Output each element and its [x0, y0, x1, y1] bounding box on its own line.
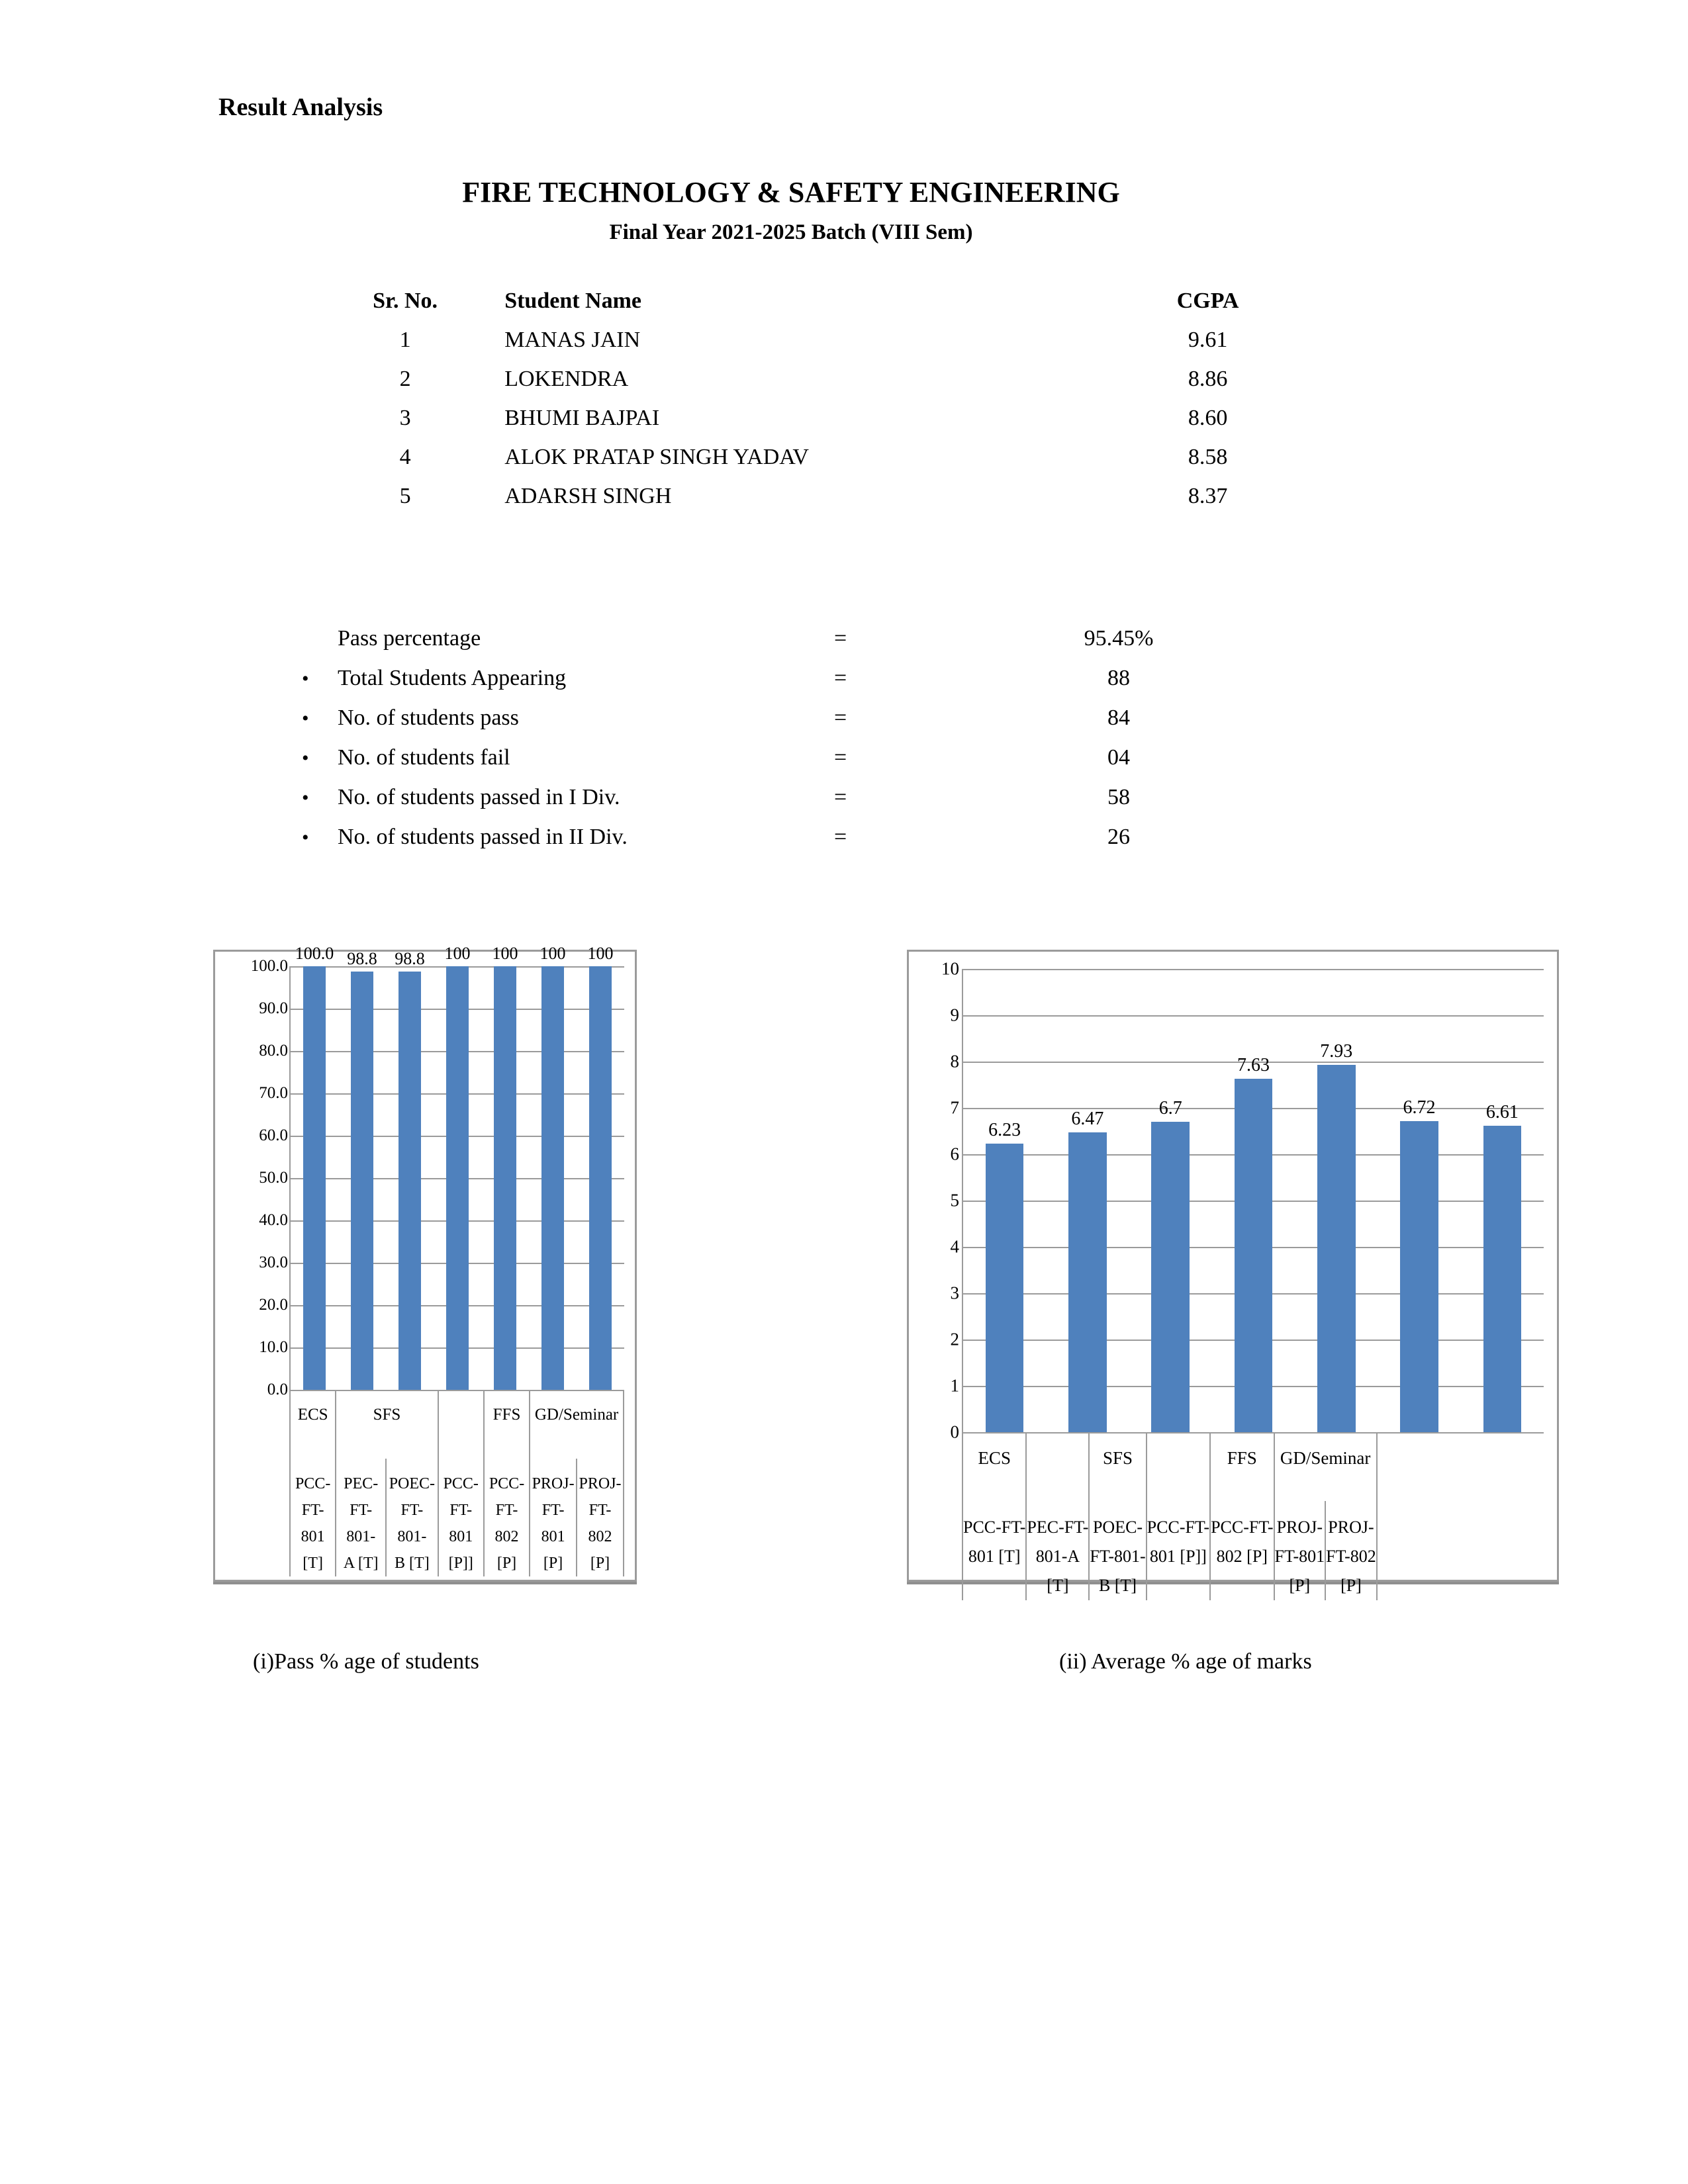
y-axis-tick-label: 3: [950, 1283, 959, 1303]
bar: [303, 966, 325, 1390]
category-code-line: POEC-: [1092, 1518, 1143, 1537]
equals-sign: =: [834, 825, 847, 849]
y-axis-tick-label: 50.0: [259, 1169, 288, 1187]
y-axis-tick-label: 80.0: [259, 1042, 288, 1060]
category-code-line: [P]: [1289, 1576, 1311, 1595]
cell-student-name: BHUMI BAJPAI: [504, 406, 660, 430]
table-row: [331, 477, 1331, 516]
bar-slot: [577, 944, 624, 1390]
bar-value-label: 7.63: [1237, 1054, 1270, 1075]
bar-slot: [529, 944, 577, 1390]
group-spacer-cell: [1026, 1433, 1089, 1501]
bar-value-label: 6.23: [988, 1119, 1021, 1140]
equals-sign: =: [834, 626, 847, 651]
group-label-cell: FFS: [1210, 1433, 1274, 1501]
category-code-line: FT-801-: [397, 1502, 427, 1545]
column-header-cgpa: CGPA: [1176, 289, 1239, 313]
cell-sr-no: 2: [399, 367, 411, 391]
group-spacer-cell: [1147, 1433, 1210, 1501]
y-axis-tick-label: 10: [941, 958, 959, 979]
cell-student-name: ADARSH SINGH: [504, 484, 672, 508]
cell-sr-no: 1: [399, 328, 411, 352]
cell-student-name: MANAS JAIN: [504, 328, 641, 352]
group-label-cell: ECS: [290, 1390, 336, 1459]
plot-area-left: [289, 944, 624, 1390]
y-axis-tick-label: 1: [950, 1375, 959, 1396]
statistic-row: [291, 659, 1364, 698]
category-code-cell: [1274, 1501, 1326, 1600]
chart-pass-percentage: [213, 944, 637, 1582]
group-row-left: [290, 1390, 624, 1459]
bars-right: [963, 969, 1544, 1432]
bar-value-label: 98.8: [347, 948, 377, 968]
category-code-line: POEC-: [389, 1475, 436, 1492]
category-code-line: 801-A: [1035, 1547, 1080, 1566]
category-code-cell: [1210, 1501, 1274, 1600]
category-code-cell: [1026, 1501, 1089, 1600]
statistic-row: [291, 698, 1364, 738]
table-row: [331, 320, 1331, 359]
category-code-line: FT-801: [449, 1502, 473, 1545]
category-code-line: 801 [T]: [968, 1547, 1021, 1566]
bar-value-label: 100: [492, 944, 518, 963]
category-code-cell: [484, 1459, 530, 1576]
bar-slot: [434, 944, 481, 1390]
bar-slot: [291, 944, 338, 1390]
group-label-cell: ECS: [962, 1433, 1026, 1501]
bar-value-label: 6.47: [1071, 1109, 1104, 1130]
cell-cgpa: 9.61: [1188, 328, 1228, 352]
category-code-line: PCC-: [295, 1475, 331, 1492]
y-axis-tick-label: 60.0: [259, 1126, 288, 1144]
cell-cgpa: 8.60: [1188, 406, 1228, 430]
category-code-cell: [530, 1459, 577, 1576]
toppers-table: [331, 281, 1331, 516]
category-code-cell: [1147, 1501, 1210, 1600]
category-code-line: FT-802: [494, 1502, 519, 1545]
bar-slot: [1129, 969, 1212, 1432]
group-label-cell: GD/Seminar: [1274, 1433, 1377, 1501]
bar: [351, 972, 373, 1390]
category-code-line: B [T]: [395, 1555, 430, 1572]
bar-slot: [1046, 969, 1129, 1432]
equals-sign: =: [834, 666, 847, 690]
bullet-icon: •: [302, 827, 309, 848]
group-row-right: [962, 1433, 1377, 1501]
category-code-cell: [290, 1459, 336, 1576]
category-code-line: 802 [P]: [1216, 1547, 1268, 1566]
statistic-value: 58: [1107, 785, 1130, 809]
statistic-value: 88: [1107, 666, 1130, 690]
bar: [1068, 1132, 1107, 1432]
category-code-line: PROJ-: [1276, 1518, 1323, 1537]
y-axis-tick-label: 40.0: [259, 1211, 288, 1229]
bar-slot: [963, 969, 1046, 1432]
category-code-line: [P]: [1340, 1576, 1362, 1595]
equals-sign: =: [834, 705, 847, 730]
y-axis-tick-label: 70.0: [259, 1084, 288, 1102]
group-label-cell: GD/Seminar: [530, 1390, 624, 1459]
y-axis-tick-label: 2: [950, 1329, 959, 1349]
category-code-cell: [962, 1501, 1026, 1600]
category-code-line: B [T]: [1099, 1576, 1137, 1595]
y-axis-tick-label: 4: [950, 1236, 959, 1257]
statistic-value: 26: [1107, 825, 1130, 849]
y-axis-tick-label: 0: [950, 1422, 959, 1442]
y-axis-tick-label: 20.0: [259, 1296, 288, 1314]
statistic-label: Total Students Appearing: [338, 666, 567, 690]
category-code-line: FT-801-: [1090, 1547, 1146, 1566]
bars-left: [291, 944, 624, 1390]
bar: [494, 966, 516, 1390]
category-code-line: [T]: [303, 1555, 323, 1572]
bar: [1151, 1122, 1190, 1432]
bar: [1235, 1079, 1273, 1432]
y-axis-tick-label: 0.0: [267, 1381, 288, 1398]
y-axis-tick-label: 7: [950, 1097, 959, 1118]
table-row: [331, 437, 1331, 477]
category-code-line: FT-801: [541, 1502, 565, 1545]
category-code-line: PEC-: [344, 1475, 379, 1492]
category-code-line: 801 [P]]: [1149, 1547, 1207, 1566]
group-spacer-cell: [438, 1390, 484, 1459]
category-code-cell: [1089, 1501, 1146, 1600]
group-label-cell: FFS: [484, 1390, 530, 1459]
statistic-row: [291, 619, 1364, 659]
cell-student-name: LOKENDRA: [504, 367, 629, 391]
bar-value-label: 6.61: [1485, 1102, 1519, 1123]
category-code-line: FT-801: [301, 1502, 325, 1545]
column-header-student-name: Student Name: [504, 289, 642, 313]
bar: [1483, 1126, 1522, 1432]
category-code-line: [P]: [590, 1555, 610, 1572]
table-row: [331, 359, 1331, 398]
cell-cgpa: 8.37: [1188, 484, 1228, 508]
plot-area-right: [962, 969, 1544, 1432]
category-code-line: PCC-FT-: [1211, 1518, 1274, 1537]
category-axis-left: [289, 1390, 624, 1576]
category-code-line: PCC-: [443, 1475, 479, 1492]
y-axis-tick-label: 9: [950, 1005, 959, 1025]
y-axis-tick-label: 10.0: [259, 1338, 288, 1356]
document-title: FIRE TECHNOLOGY & SAFETY ENGINEERING: [462, 176, 1120, 208]
category-code-line: PEC-FT-: [1027, 1518, 1089, 1537]
table-row: [331, 398, 1331, 437]
y-axis-tick-label: 100.0: [250, 957, 288, 975]
category-code-cell: [336, 1459, 386, 1576]
bar-slot: [1461, 969, 1544, 1432]
category-code-line: PCC-: [489, 1475, 525, 1492]
y-axis-left: [224, 957, 288, 1398]
group-label-cell: SFS: [1089, 1433, 1146, 1501]
bar-value-label: 100: [444, 944, 471, 963]
bar: [446, 966, 468, 1390]
bar-slot: [481, 944, 529, 1390]
category-code-cell: [577, 1459, 624, 1576]
bar-value-label: 100: [539, 944, 566, 963]
y-axis-tick-label: 90.0: [259, 999, 288, 1017]
caption-chart-left: (i)Pass % age of students: [253, 1649, 479, 1674]
page-heading: Result Analysis: [218, 93, 383, 121]
statistic-row: [291, 778, 1364, 817]
group-label-cell: SFS: [336, 1390, 438, 1459]
bar-value-label: 6.72: [1403, 1097, 1436, 1118]
statistic-label: No. of students fail: [338, 745, 510, 770]
bullet-icon: •: [302, 787, 309, 809]
bar: [541, 966, 563, 1390]
bar: [1317, 1065, 1356, 1432]
category-code-line: PCC-FT-: [1147, 1518, 1210, 1537]
statistic-label: Pass percentage: [338, 626, 481, 651]
y-axis-tick-label: 8: [950, 1051, 959, 1071]
statistic-value: 84: [1107, 705, 1130, 730]
y-axis-tick-label: 5: [950, 1190, 959, 1210]
category-code-line: [P]: [543, 1555, 563, 1572]
bar-value-label: 100.0: [295, 944, 334, 963]
caption-chart-right: (ii) Average % age of marks: [1059, 1649, 1312, 1674]
bar-slot: [338, 948, 386, 1390]
statistic-row: [291, 817, 1364, 857]
chart-average-marks: [907, 950, 1559, 1595]
y-axis-tick-label: 30.0: [259, 1253, 288, 1271]
category-code-line: [P]]: [448, 1555, 473, 1572]
category-code-line: [P]: [496, 1555, 517, 1572]
bar-value-label: 100: [587, 944, 614, 963]
category-code-line: A [T]: [343, 1555, 379, 1572]
category-code-line: FT-802: [588, 1502, 612, 1545]
code-row-left: [290, 1459, 624, 1576]
category-code-line: FT-802: [1326, 1547, 1376, 1566]
bar-slot: [386, 948, 434, 1390]
statistic-row: [291, 738, 1364, 778]
category-code-cell: [1325, 1501, 1377, 1600]
category-code-line: FT-801: [1274, 1547, 1325, 1566]
category-code-line: PROJ-: [1328, 1518, 1374, 1537]
code-row-right: [962, 1501, 1377, 1600]
statistic-label: No. of students passed in I Div.: [338, 785, 620, 809]
cell-cgpa: 8.58: [1188, 445, 1228, 469]
statistics-list: [291, 619, 1364, 857]
category-code-line: [T]: [1047, 1576, 1069, 1595]
y-axis-tick-label: 6: [950, 1144, 959, 1164]
bar-slot: [1378, 969, 1460, 1432]
equals-sign: =: [834, 785, 847, 809]
bullet-icon: •: [302, 707, 309, 729]
document-subtitle: Final Year 2021-2025 Batch (VIII Sem): [609, 220, 973, 244]
y-axis-right: [921, 958, 959, 1442]
equals-sign: =: [834, 745, 847, 770]
bar-slot: [1212, 969, 1295, 1432]
category-code-line: FT-801-: [346, 1502, 376, 1545]
column-header-sr-no: Sr. No.: [373, 289, 438, 313]
cell-sr-no: 5: [399, 484, 411, 508]
bar-slot: [1295, 969, 1378, 1432]
table-header-row: [331, 281, 1331, 320]
category-code-cell: [438, 1459, 484, 1576]
category-code-line: PROJ-: [532, 1475, 575, 1492]
bar-value-label: 7.93: [1320, 1040, 1353, 1062]
statistic-label: No. of students pass: [338, 705, 519, 730]
bar: [399, 972, 420, 1390]
bar-value-label: 6.7: [1158, 1098, 1182, 1118]
statistic-value: 95.45%: [1084, 626, 1154, 651]
bar-value-label: 98.8: [395, 948, 425, 968]
bar: [1400, 1121, 1438, 1432]
bullet-icon: •: [302, 668, 309, 690]
bullet-icon: •: [302, 747, 309, 769]
cell-cgpa: 8.86: [1188, 367, 1228, 391]
category-code-cell: [386, 1459, 438, 1576]
cell-sr-no: 4: [399, 445, 411, 469]
statistic-value: 04: [1107, 745, 1130, 770]
statistic-label: No. of students passed in II Div.: [338, 825, 628, 849]
cell-student-name: ALOK PRATAP SINGH YADAV: [504, 445, 809, 469]
category-axis-right: [962, 1432, 1378, 1600]
category-code-line: PCC-FT-: [963, 1518, 1026, 1537]
bar: [986, 1144, 1024, 1432]
bar: [589, 966, 611, 1390]
category-code-line: PROJ-: [579, 1475, 622, 1492]
cell-sr-no: 3: [399, 406, 411, 430]
